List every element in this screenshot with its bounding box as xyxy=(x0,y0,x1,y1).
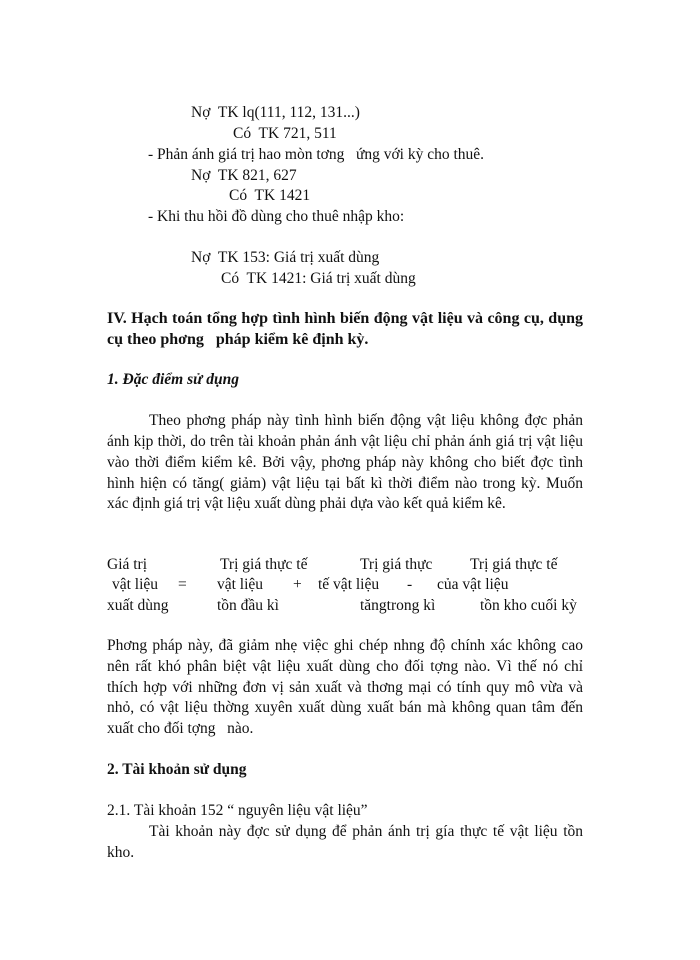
entry-note-depreciation: - Phản ánh giá trị hao mòn tơng ứng với kỳ cho thuê. xyxy=(148,146,485,163)
formula-term-1-line3: xuất dùng xyxy=(107,597,169,614)
paragraph-2-line4: nhỏ, có vật liệu thờng xuyên xuất dùng xuất bán mà không quan tâm đến xyxy=(107,699,583,716)
paragraph-2-line5: xuất cho đối tợng nào. xyxy=(107,720,254,737)
formula-term-1-line1: Giá trị xyxy=(107,556,148,573)
formula-term-2-line2: vật liệu xyxy=(217,576,264,593)
formula-term-4-line1: Trị giá thực tế xyxy=(470,556,558,573)
subsection-2-title: 2. Tài khoản sử dụng xyxy=(107,761,247,778)
paragraph-2-line1: Phơng pháp này, đã giảm nhẹ việc ghi chép nhng độ chính xác không cao xyxy=(107,637,583,654)
account-152-desc-line1: Tài khoản này đợc sử dụng để phản ánh trị gía thực tế vật liệu tồn xyxy=(149,823,583,840)
entry-debit-1: Nợ TK lq(111, 112, 131...) xyxy=(191,104,360,121)
formula-plus: + xyxy=(293,576,302,593)
paragraph-1-line3: vào thời điểm kiểm kê. Bởi vậy, phơng pháp này không cho biết đợc tình xyxy=(107,454,583,471)
formula-term-3-line3: tăngtrong kì xyxy=(360,597,436,614)
paragraph-1-line2: ánh kịp thời, do trên tài khoản phản ánh vật liệu chỉ phản ánh giá trị vật liệu xyxy=(107,433,583,450)
formula-equals: = xyxy=(178,576,187,593)
section-4-title-line1: IV. Hạch toán tổng hợp tình hình biến động vật liệu và công cụ, dụng xyxy=(107,310,583,327)
formula-term-2-line1: Trị giá thực tế xyxy=(220,556,308,573)
formula-term-2-line3: tồn đầu kì xyxy=(217,597,279,614)
paragraph-2-line3: thích hợp với những đơn vị sản xuất và thơng mại có tính quy mô vừa và xyxy=(107,679,583,696)
formula-term-3-line1: Trị giá thực xyxy=(360,556,433,573)
formula-term-3-line2: tế vật liệu xyxy=(318,576,380,593)
account-152-heading: 2.1. Tài khoản 152 “ nguyên liệu vật liệu” xyxy=(107,802,368,819)
formula-minus: - xyxy=(407,576,413,593)
formula-term-1-line2: vật liệu xyxy=(112,576,159,593)
subsection-1-title: 1. Đặc điểm sử dụng xyxy=(107,371,239,388)
entry-credit-1: Có TK 721, 511 xyxy=(233,125,337,142)
paragraph-2-line2: nên rất khó phân biệt vật liệu xuất dùng cho đối tợng nào. Vì thế nó chỉ xyxy=(107,658,583,675)
paragraph-1-line1: Theo phơng pháp này tình hình biến động vật liệu không đợc phản xyxy=(149,412,583,429)
section-4-title-line2: cụ theo phơng pháp kiểm kê định kỳ. xyxy=(107,331,369,348)
entry-credit-3: Có TK 1421: Giá trị xuất dùng xyxy=(221,270,416,287)
paragraph-1-line4: hình hiện có tăng( giảm) vật liệu tại bất kì thời điểm nào trong kỳ. Muốn xyxy=(107,475,583,492)
account-152-desc-line2: kho. xyxy=(107,844,135,861)
entry-credit-2: Có TK 1421 xyxy=(229,187,311,204)
entry-debit-2: Nợ TK 821, 627 xyxy=(191,167,297,184)
paragraph-1-line5: xác định giá trị vật liệu xuất dùng phải dựa vào kết quả kiểm kê. xyxy=(107,495,506,512)
entry-debit-3: Nợ TK 153: Giá trị xuất dùng xyxy=(191,249,380,266)
formula-term-4-line3: tồn kho cuối kỳ xyxy=(480,597,577,614)
entry-note-return: - Khi thu hồi đồ dùng cho thuê nhập kho: xyxy=(148,208,405,225)
formula-term-4-line2: của vật liệu xyxy=(437,576,509,593)
